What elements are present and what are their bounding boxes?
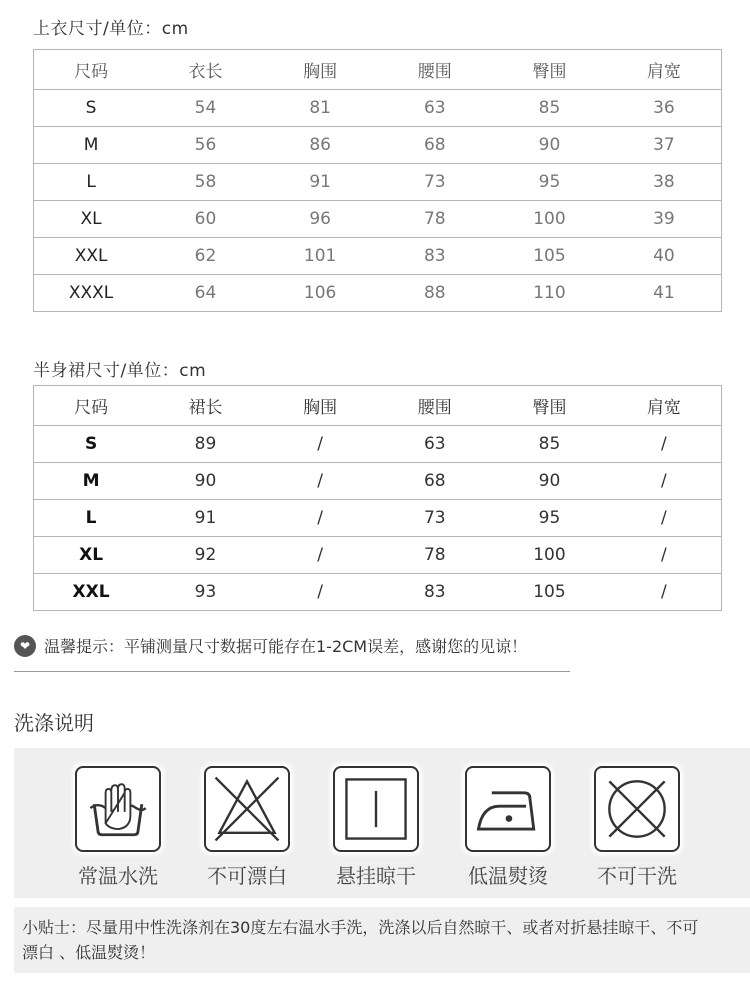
wash-item-hang-dry [311, 766, 441, 889]
measurement-cell: 56 [148, 127, 263, 164]
column-header: 肩宽 [607, 50, 722, 90]
measurement-cell: 78 [377, 537, 492, 574]
measurement-cell: / [607, 537, 722, 574]
skirt-size-table [33, 385, 722, 611]
measurement-cell: 86 [263, 127, 378, 164]
size-cell: XXL [34, 574, 149, 611]
hang-dry-icon [333, 766, 419, 852]
measurement-cell: / [263, 500, 378, 537]
measurement-cell: 41 [607, 275, 722, 312]
measurement-cell: 100 [492, 537, 607, 574]
measurement-cell: 37 [607, 127, 722, 164]
table-row [34, 201, 722, 238]
measurement-cell: / [607, 426, 722, 463]
measurement-cell: 60 [148, 201, 263, 238]
size-cell: XXXL [34, 275, 149, 312]
table-row [34, 238, 722, 275]
measurement-cell: / [263, 574, 378, 611]
measurement-cell: 40 [607, 238, 722, 275]
column-header: 肩宽 [607, 386, 722, 426]
size-cell: M [34, 127, 149, 164]
wash-label: 低温熨烫 [468, 864, 548, 888]
wash-icons-panel [14, 748, 750, 898]
table-row [34, 426, 722, 463]
measurement-cell: 106 [263, 275, 378, 312]
measurement-cell: 105 [492, 574, 607, 611]
measurement-cell: 83 [377, 574, 492, 611]
measurement-cell: 91 [263, 164, 378, 201]
size-cell: S [34, 426, 149, 463]
measurement-notice [14, 634, 570, 672]
measurement-cell: 105 [492, 238, 607, 275]
top-table-title: 上衣尺寸/单位：cm [33, 19, 189, 39]
size-cell: XL [34, 201, 149, 238]
measurement-cell: 101 [263, 238, 378, 275]
wash-item-no-dry-clean [572, 766, 702, 889]
measurement-cell: 64 [148, 275, 263, 312]
measurement-cell: / [607, 500, 722, 537]
size-cell: L [34, 500, 149, 537]
measurement-cell: 68 [377, 127, 492, 164]
measurement-cell: 62 [148, 238, 263, 275]
measurement-cell: 83 [377, 238, 492, 275]
low-iron-icon [465, 766, 551, 852]
measurement-cell: 85 [492, 90, 607, 127]
measurement-cell: 100 [492, 201, 607, 238]
wash-label: 不可干洗 [597, 864, 677, 888]
measurement-cell: 63 [377, 426, 492, 463]
notice-text: 温馨提示：平铺测量尺寸数据可能存在1-2CM误差，感谢您的见谅！ [44, 637, 528, 656]
measurement-cell: 73 [377, 164, 492, 201]
table-header-row [34, 386, 722, 426]
column-header: 胸围 [263, 386, 378, 426]
measurement-cell: 58 [148, 164, 263, 201]
measurement-cell: 110 [492, 275, 607, 312]
no-bleach-icon [204, 766, 290, 852]
measurement-cell: 88 [377, 275, 492, 312]
wash-item-low-iron [443, 766, 573, 889]
measurement-cell: 90 [492, 127, 607, 164]
measurement-cell: 73 [377, 500, 492, 537]
table-row [34, 500, 722, 537]
column-header: 衣长 [148, 50, 263, 90]
measurement-cell: / [263, 537, 378, 574]
measurement-cell: 93 [148, 574, 263, 611]
wash-label: 常温水洗 [78, 864, 158, 888]
measurement-cell: 90 [148, 463, 263, 500]
table-header-row [34, 50, 722, 90]
column-header: 臀围 [492, 50, 607, 90]
size-cell: L [34, 164, 149, 201]
no-dry-clean-icon [594, 766, 680, 852]
column-header: 胸围 [263, 50, 378, 90]
table-row [34, 574, 722, 611]
measurement-cell: 63 [377, 90, 492, 127]
measurement-cell: 85 [492, 426, 607, 463]
care-tip-text: 小贴士：尽量用中性洗涤剂在30度左右温水手洗，洗涤以后自然晾干、或者对折悬挂晾干、不可漂白 、低温熨烫！ [22, 918, 699, 962]
table-row [34, 275, 722, 312]
column-header: 臀围 [492, 386, 607, 426]
measurement-cell: 68 [377, 463, 492, 500]
wash-item-hand-wash [53, 766, 183, 889]
wash-label: 不可漂白 [207, 864, 287, 888]
measurement-cell: 78 [377, 201, 492, 238]
wash-label: 悬挂晾干 [336, 864, 416, 888]
wash-instructions-title: 洗涤说明 [14, 711, 94, 735]
measurement-cell: 90 [492, 463, 607, 500]
skirt-table-title: 半身裙尺寸/单位：cm [33, 361, 207, 381]
measurement-cell: 39 [607, 201, 722, 238]
table-row [34, 127, 722, 164]
size-cell: M [34, 463, 149, 500]
measurement-cell: 81 [263, 90, 378, 127]
size-cell: XXL [34, 238, 149, 275]
care-tip-panel [14, 907, 750, 973]
table-row [34, 164, 722, 201]
measurement-cell: 95 [492, 164, 607, 201]
hand-wash-icon [75, 766, 161, 852]
column-header: 腰围 [377, 50, 492, 90]
measurement-cell: 38 [607, 164, 722, 201]
size-cell: XL [34, 537, 149, 574]
measurement-cell: / [607, 574, 722, 611]
measurement-cell: 36 [607, 90, 722, 127]
column-header: 尺码 [34, 50, 149, 90]
measurement-cell: / [607, 463, 722, 500]
measurement-cell: / [263, 463, 378, 500]
measurement-cell: 92 [148, 537, 263, 574]
measurement-cell: 96 [263, 201, 378, 238]
measurement-cell: / [263, 426, 378, 463]
measurement-cell: 95 [492, 500, 607, 537]
heart-icon: ❤ [14, 635, 36, 657]
table-row [34, 463, 722, 500]
table-row [34, 90, 722, 127]
measurement-cell: 91 [148, 500, 263, 537]
column-header: 尺码 [34, 386, 149, 426]
column-header: 腰围 [377, 386, 492, 426]
size-cell: S [34, 90, 149, 127]
column-header: 裙长 [148, 386, 263, 426]
top-size-table [33, 49, 722, 312]
measurement-cell: 54 [148, 90, 263, 127]
wash-item-no-bleach [182, 766, 312, 889]
table-row [34, 537, 722, 574]
measurement-cell: 89 [148, 426, 263, 463]
